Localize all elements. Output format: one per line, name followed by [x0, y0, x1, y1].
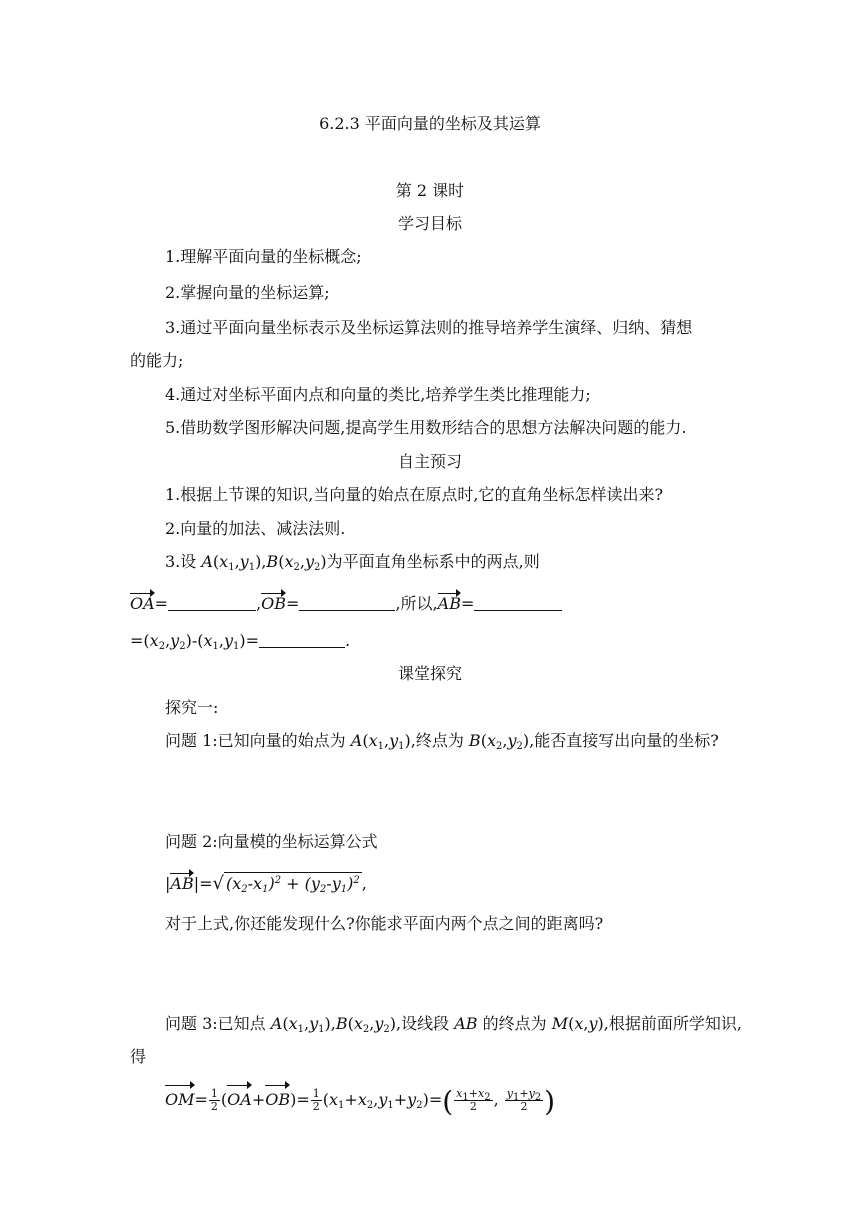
problem-3-continued: 得 — [130, 1047, 147, 1066]
problem-1-prefix: 问题 1:已知向量的始点为 — [165, 731, 351, 750]
problem-1-mid: ,终点为 — [410, 731, 469, 750]
problem-3-suffix: ,根据前面所学知识, — [603, 1014, 742, 1033]
objective-3-continued: 的能力; — [130, 351, 184, 370]
vector-ab: AB — [438, 591, 461, 615]
vector-oa: OA — [130, 591, 155, 615]
objectives-heading: 学习目标 — [397, 214, 462, 233]
lesson-label: 第 2 课时 — [395, 181, 465, 200]
problem-3: 问题 3:已知点 $A(x_1,y_1),B(x_2,y_2)$,设线段 AB 的终点为 M(x,y),根据前面所学知识, — [165, 1014, 742, 1035]
explore-part-1: 探究一: — [165, 698, 219, 717]
explore-heading: 课堂探究 — [397, 664, 462, 683]
objective-3: 3.通过平面向量坐标表示及坐标运算法则的推导培养学生演绎、归纳、猜想 — [165, 318, 693, 337]
point-b: B — [266, 552, 279, 571]
midpoint-formula: OM= $\frac{1}{2}$ (OA+OB)= $\frac{1}{2}$ $(x_1+x_2,y_1+y_2)=$( $\frac{x_1+x_2}{2}$ , $\frac{y_1+y_2}{2}$ ) — [165, 1085, 556, 1118]
point-a: A — [201, 552, 213, 571]
q3-prefix: 3.设 — [165, 552, 202, 571]
problem-3-mid: ,设线段 — [396, 1014, 455, 1033]
vector-blanks-line: OA= ,OB= ,所以,AB= — [130, 591, 562, 615]
q3-suffix: 为平面直角坐标系中的两点,则 — [326, 552, 540, 571]
blank-ab[interactable] — [474, 594, 562, 611]
preview-heading: 自主预习 — [397, 452, 462, 471]
objective-5: 5.借助数学图形解决问题,提高学生用数形结合的思想方法解决问题的能力. — [165, 418, 687, 437]
blank-ob[interactable] — [299, 594, 395, 611]
problem-3-prefix: 问题 3:已知点 — [165, 1014, 271, 1033]
objective-4: 4.通过对坐标平面内点和向量的类比,培养学生类比推理能力; — [165, 385, 591, 404]
difference-line: $=(x_2,y_2)-(x_1,y_1)=$ . — [130, 631, 351, 652]
objective-2: 2.掌握向量的坐标运算; — [165, 283, 330, 302]
preview-question-2: 2.向量的加法、减法法则. — [165, 519, 346, 538]
problem-1: 问题 1:已知向量的始点为 $A(x_1,y_1)$,终点为 $B(x_2,y_2)$,能否直接写出向量的坐标? — [165, 731, 719, 752]
problem-3-mid2: 的终点为 — [477, 1014, 552, 1033]
objective-1: 1.理解平面向量的坐标概念; — [165, 247, 362, 266]
preview-question-1: 1.根据上节课的知识,当向量的始点在原点时,它的直角坐标怎样读出来? — [165, 485, 664, 504]
magnitude-formula: |AB|=√ $(x_2-x_1)^2 + (y_2-y_1)^2$ , — [165, 873, 367, 895]
problem-2: 问题 2:向量模的坐标运算公式 — [165, 832, 378, 851]
vector-ob: OB — [261, 591, 286, 615]
so-text: ,所以, — [395, 594, 438, 613]
blank-difference[interactable] — [259, 631, 345, 648]
page-title: 6.2.3 平面向量的坐标及其运算 — [319, 114, 541, 133]
blank-oa[interactable] — [168, 594, 256, 611]
preview-question-3: 3.设 $A(x_1,y_1),B(x_2,y_2)$为平面直角坐标系中的两点,则 — [165, 552, 540, 573]
problem-1-suffix: ,能否直接写出向量的坐标? — [529, 731, 719, 750]
problem-2-followup: 对于上式,你还能发现什么?你能求平面内两个点之间的距离吗? — [165, 914, 604, 933]
